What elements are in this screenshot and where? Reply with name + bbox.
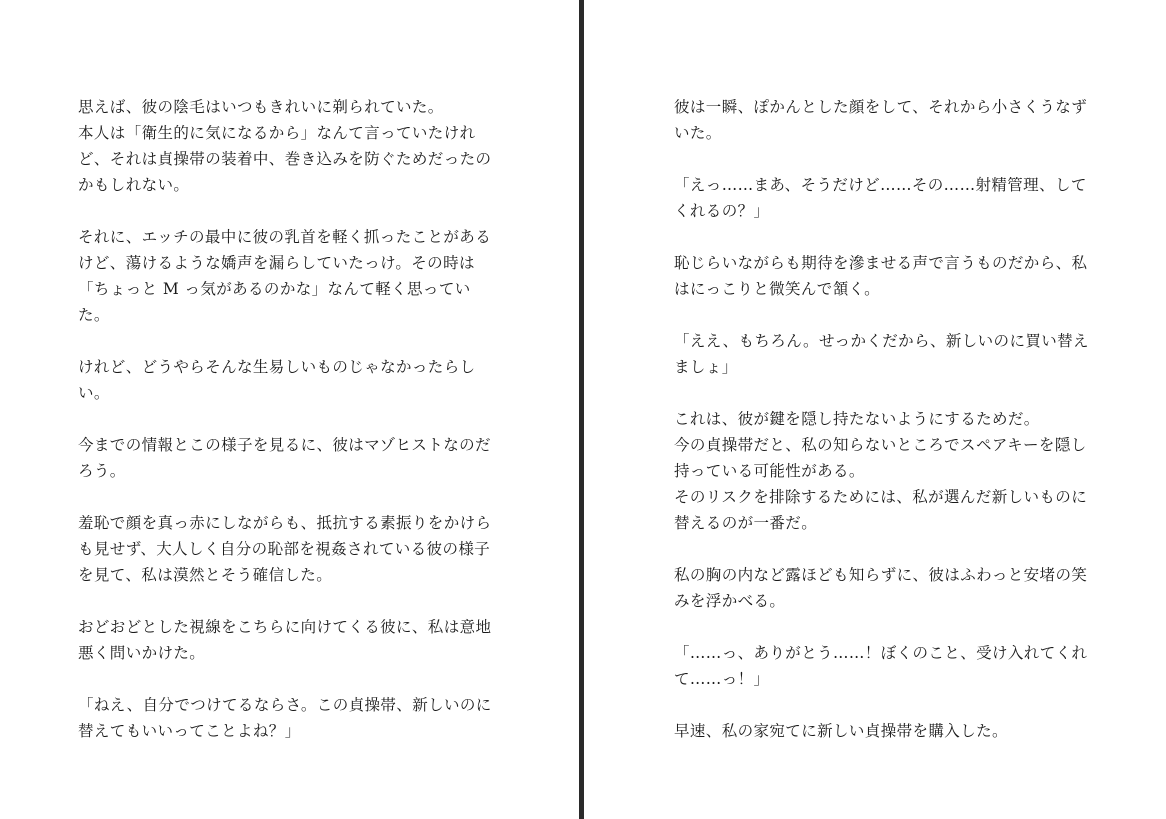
paragraph: 今までの情報とこの様子を見るに、彼はマゾヒストなのだろう。	[78, 436, 491, 480]
paragraph: 思えば、彼の陰毛はいつもきれいに剃られていた。 本人は「衛生的に気になるから」なんて言っていたけれど、それは貞操帯の装着中、巻き込みを防ぐためだったのかもしれない。	[78, 98, 492, 194]
paragraph: 羞恥で顔を真っ赤にしながらも、抵抗する素振りをかけらも見せず、大人しく自分の恥部を視姦されている彼の様子を見て、私は漠然とそう確信した。	[78, 514, 492, 584]
paragraph: おどおどとした視線をこちらに向けてくる彼に、私は意地悪く問いかけた。	[78, 618, 492, 662]
paragraph: 「……っ、ありがとう……！ぼくのこと、受け入れてくれて……っ！」	[674, 644, 1088, 688]
paragraph: 私の胸の内など露ほども知らずに、彼はふわっと安堵の笑みを浮かべる。	[674, 566, 1088, 610]
paragraph: けれど、どうやらそんな生易しいものじゃなかったらしい。	[78, 358, 476, 402]
paragraph: 「ねえ、自分でつけてるならさ。この貞操帯、新しいのに替えてもいいってことよね？」	[78, 696, 492, 740]
right-page	[584, 0, 1166, 819]
left-page	[0, 0, 579, 819]
paragraph: 「ええ、もちろん。せっかくだから、新しいのに買い替えましょ」	[674, 332, 1089, 376]
left-page-text	[78, 94, 498, 770]
paragraph: 彼は一瞬、ぽかんとした顔をして、それから小さくうなずいた。	[674, 98, 1088, 142]
paragraph: 「えっ……まあ、そうだけど……その……射精管理、してくれるの？」	[674, 176, 1087, 220]
paragraph: それに、エッチの最中に彼の乳首を軽く抓ったことがあるけど、蕩けるような嬌声を漏らしていたっけ。その時は「ちょっと M っ気があるのかな」なんて軽く思っていた。	[78, 228, 492, 324]
right-page-text	[674, 94, 1092, 770]
paragraph: これは、彼が鍵を隠し持たないようにするためだ。 今の貞操帯だと、私の知らないところでスペアキーを隠し持っている可能性がある。 そのリスクを排除するためには、私が選んだ新しいものに替えるのが一番だ。	[674, 410, 1088, 532]
paragraph: 早速、私の家宛てに新しい貞操帯を購入した。	[674, 722, 1008, 740]
paragraph: 恥じらいながらも期待を滲ませる声で言うものだから、私はにっこりと微笑んで頷く。	[674, 254, 1088, 298]
